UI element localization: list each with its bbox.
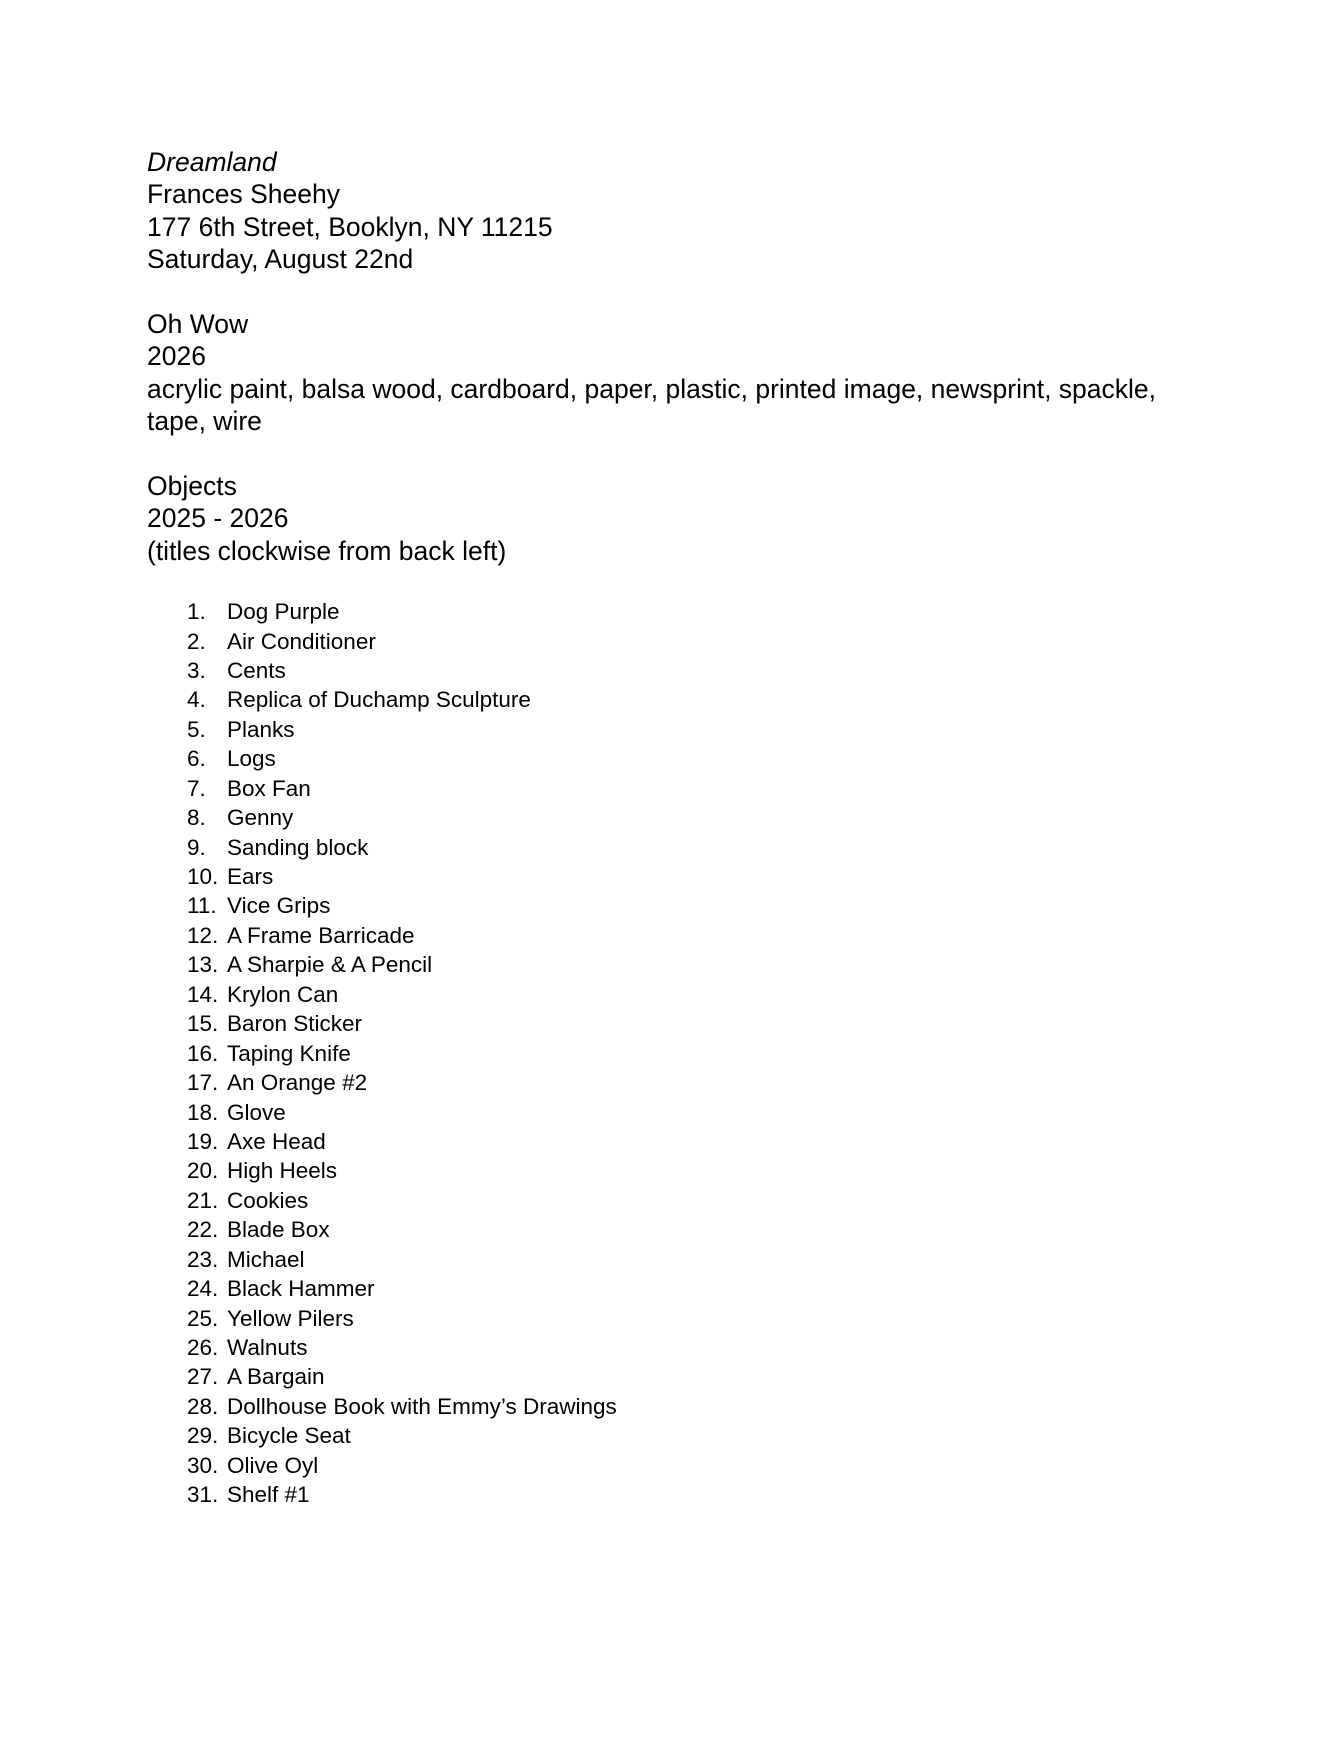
list-item-title: Planks xyxy=(227,716,295,742)
list-item-title: Taping Knife xyxy=(227,1040,351,1066)
list-item-title: A Sharpie & A Pencil xyxy=(227,952,433,978)
list-item-number: 1. xyxy=(187,599,206,625)
list-item xyxy=(187,1245,1197,1274)
list-item-title: A Bargain xyxy=(227,1364,325,1390)
list-item-number: 11. xyxy=(187,893,217,919)
list-item-number: 22. xyxy=(187,1217,219,1243)
list-item-number: 13. xyxy=(187,952,219,978)
list-item xyxy=(187,627,1197,656)
list-item xyxy=(187,715,1197,744)
list-item xyxy=(187,744,1197,773)
list-item xyxy=(187,1009,1197,1038)
list-item-number: 24. xyxy=(187,1276,219,1302)
list-item-number: 5. xyxy=(187,716,206,742)
list-item-title: Replica of Duchamp Sculpture xyxy=(227,687,531,713)
list-item xyxy=(187,1392,1197,1421)
list-item-title: Ears xyxy=(227,864,274,890)
list-item-number: 18. xyxy=(187,1099,219,1125)
list-item xyxy=(187,803,1197,832)
list-item-number: 19. xyxy=(187,1128,219,1154)
list-item xyxy=(187,1421,1197,1450)
list-item-number: 26. xyxy=(187,1335,219,1361)
list-item xyxy=(187,1480,1197,1509)
list-item-title: A Frame Barricade xyxy=(227,922,415,948)
list-item-title: Krylon Can xyxy=(227,981,339,1007)
work2-note: (titles clockwise from back left) xyxy=(147,535,507,566)
list-item-title: Black Hammer xyxy=(227,1276,375,1302)
exhibition-title: Dreamland xyxy=(147,147,277,177)
work2-year: 2025 - 2026 xyxy=(147,503,289,534)
list-item-number: 23. xyxy=(187,1246,219,1272)
list-item-number: 6. xyxy=(187,746,206,772)
list-item xyxy=(187,685,1197,714)
list-item xyxy=(187,1215,1197,1244)
list-item xyxy=(187,597,1197,626)
list-item xyxy=(187,1304,1197,1333)
list-item xyxy=(187,1127,1197,1156)
list-item-number: 20. xyxy=(187,1158,219,1184)
list-item-number: 3. xyxy=(187,657,206,683)
objects-list xyxy=(187,597,1197,1510)
list-item-title: Glove xyxy=(227,1099,286,1125)
list-item-number: 16. xyxy=(187,1040,219,1066)
list-item-number: 10. xyxy=(187,864,219,890)
list-item-number: 14. xyxy=(187,981,219,1007)
list-item xyxy=(187,1333,1197,1362)
list-item-number: 29. xyxy=(187,1423,219,1449)
list-item xyxy=(187,1156,1197,1185)
list-item-title: Cookies xyxy=(227,1187,309,1213)
gallery-name: Frances Sheehy xyxy=(147,179,340,210)
list-item xyxy=(187,833,1197,862)
list-item-title: Shelf #1 xyxy=(227,1482,310,1508)
list-item xyxy=(187,774,1197,803)
list-item-number: 7. xyxy=(187,775,206,801)
list-item-number: 25. xyxy=(187,1305,219,1331)
list-item xyxy=(187,921,1197,950)
list-item-title: Yellow Pilers xyxy=(227,1305,354,1331)
list-item xyxy=(187,862,1197,891)
work1-year: 2026 xyxy=(147,341,206,372)
list-item-title: Walnuts xyxy=(227,1335,308,1361)
list-item-title: Dog Purple xyxy=(227,599,340,625)
list-item-number: 27. xyxy=(187,1364,219,1390)
list-item-title: Olive Oyl xyxy=(227,1452,319,1478)
list-item-title: An Orange #2 xyxy=(227,1070,368,1096)
list-item-title: Logs xyxy=(227,746,276,772)
list-item xyxy=(187,656,1197,685)
list-item-title: Sanding block xyxy=(227,834,369,860)
list-item xyxy=(187,1068,1197,1097)
list-item xyxy=(187,1039,1197,1068)
work1-materials: acrylic paint, balsa wood, cardboard, paper, plastic, printed image, newsprint, spackle, tape, wire xyxy=(147,373,1157,437)
list-item-number: 30. xyxy=(187,1452,219,1478)
list-item-number: 2. xyxy=(187,628,206,654)
exhibition-date: Saturday, August 22nd xyxy=(147,244,414,275)
list-item-number: 28. xyxy=(187,1393,219,1419)
list-item-number: 17. xyxy=(187,1070,219,1096)
list-item-number: 9. xyxy=(187,834,206,860)
list-item-title: High Heels xyxy=(227,1158,338,1184)
spacer xyxy=(147,276,1197,308)
list-item-title: Dollhouse Book with Emmy’s Drawings xyxy=(227,1393,617,1419)
list-item xyxy=(187,980,1197,1009)
work2-title: Objects xyxy=(147,470,237,501)
list-item-number: 21. xyxy=(187,1187,219,1213)
list-item-number: 4. xyxy=(187,687,206,713)
list-item-number: 8. xyxy=(187,805,206,831)
document-page xyxy=(147,146,1197,1510)
list-item-title: Genny xyxy=(227,805,294,831)
list-item-title: Baron Sticker xyxy=(227,1011,363,1037)
list-item-title: Air Conditioner xyxy=(227,628,376,654)
list-item-title: Michael xyxy=(227,1246,305,1272)
list-item xyxy=(187,1186,1197,1215)
list-item xyxy=(187,1362,1197,1391)
list-item xyxy=(187,1451,1197,1480)
list-item xyxy=(187,950,1197,979)
list-item-title: Box Fan xyxy=(227,775,311,801)
list-item-number: 15. xyxy=(187,1011,219,1037)
list-item-title: Vice Grips xyxy=(227,893,331,919)
list-item-title: Bicycle Seat xyxy=(227,1423,351,1449)
list-item xyxy=(187,891,1197,920)
list-item-title: Blade Box xyxy=(227,1217,330,1243)
gallery-address: 177 6th Street, Booklyn, NY 11215 xyxy=(147,211,553,242)
spacer xyxy=(147,438,1197,470)
list-item-title: Cents xyxy=(227,657,286,683)
list-item-number: 31. xyxy=(187,1482,219,1508)
list-item xyxy=(187,1274,1197,1303)
list-item-title: Axe Head xyxy=(227,1128,326,1154)
work1-title: Oh Wow xyxy=(147,308,249,339)
list-item-number: 12. xyxy=(187,922,219,948)
list-item xyxy=(187,1098,1197,1127)
